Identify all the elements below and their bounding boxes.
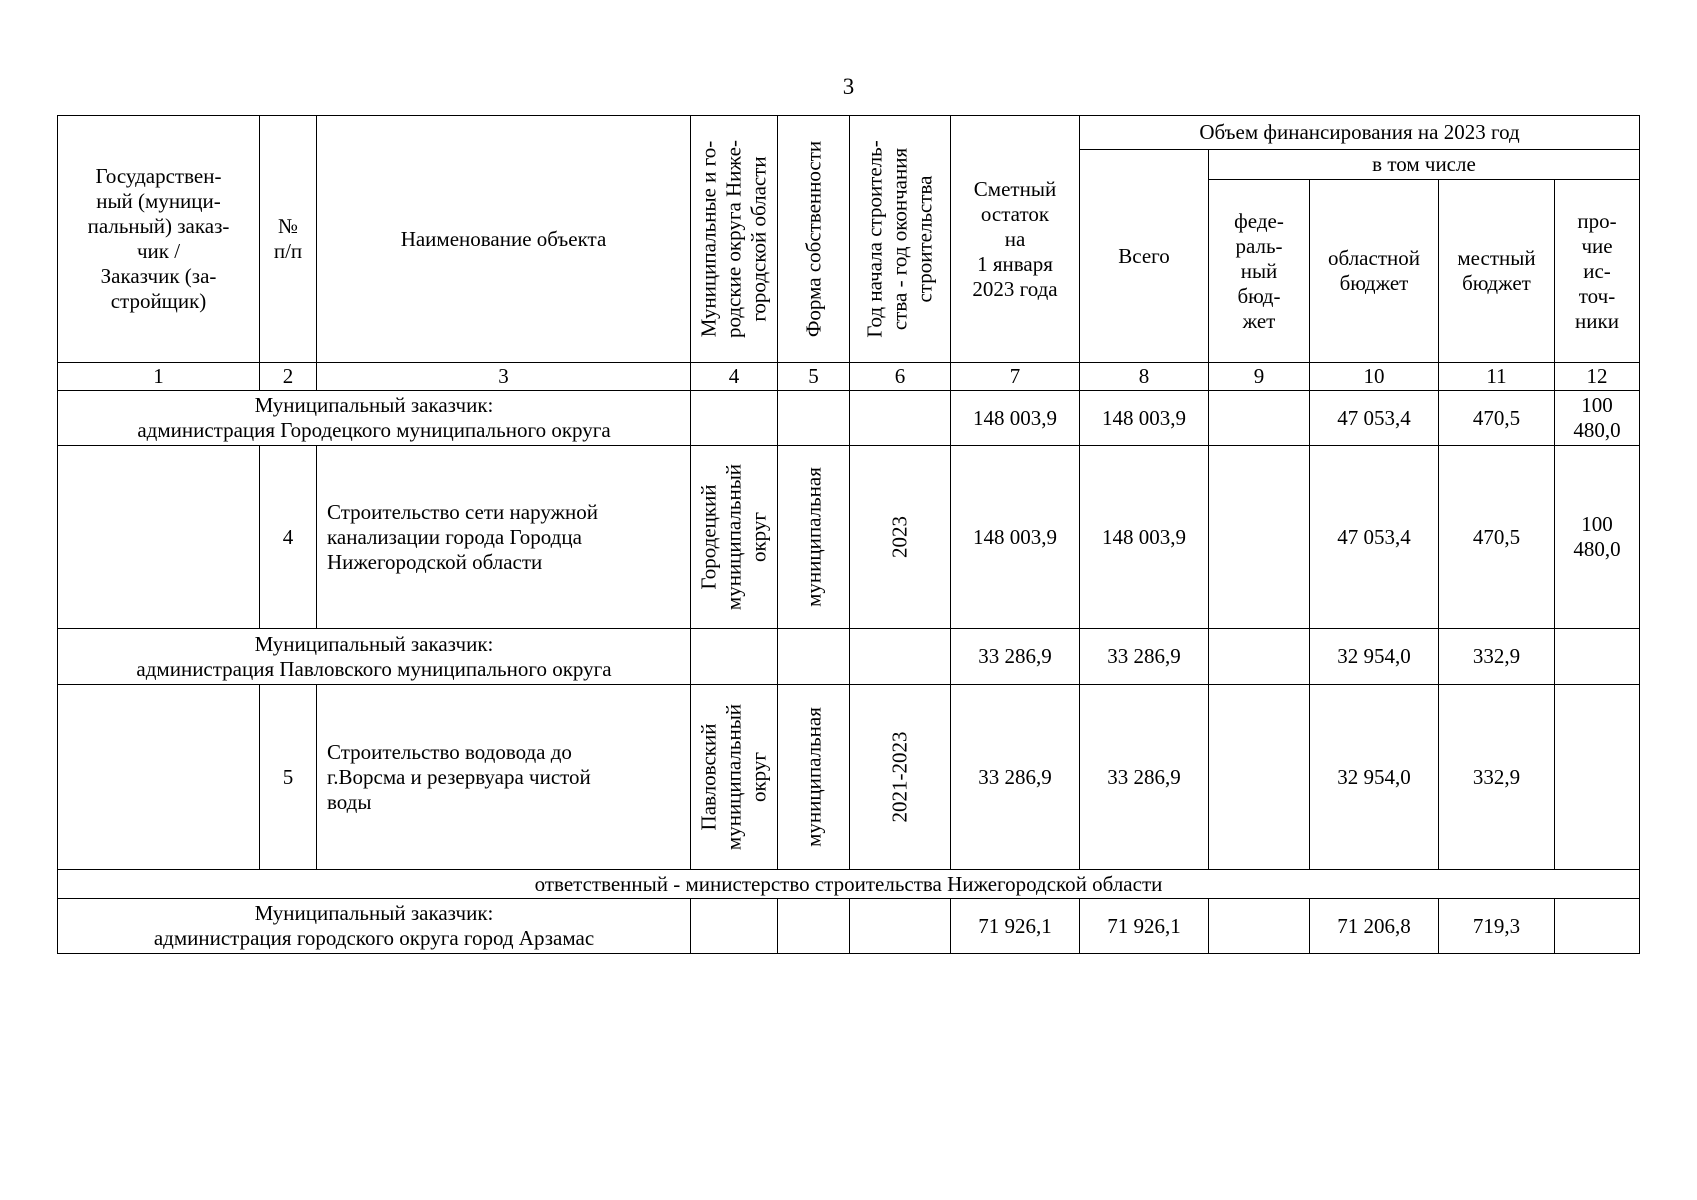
header-number: № п/п bbox=[260, 116, 317, 363]
district-text: Павловский муниципальный округ bbox=[696, 703, 771, 851]
regional-cell: 32 954,0 bbox=[1310, 685, 1439, 870]
header-total: Всего bbox=[1080, 150, 1209, 363]
ownership-text: муниципальная bbox=[801, 467, 825, 607]
regional-cell: 71 206,8 bbox=[1310, 899, 1439, 954]
federal-cell bbox=[1209, 446, 1310, 629]
column-number: 7 bbox=[951, 363, 1080, 391]
estimate-cell: 148 003,9 bbox=[951, 446, 1080, 629]
header-ownership bbox=[778, 116, 850, 363]
header-object-name: Наименование объекта bbox=[317, 116, 691, 363]
other-cell bbox=[1555, 685, 1640, 870]
federal-cell bbox=[1209, 899, 1310, 954]
total-cell: 148 003,9 bbox=[1080, 446, 1209, 629]
column-number: 6 bbox=[850, 363, 951, 391]
district-cell bbox=[691, 899, 778, 954]
object-name: Строительство водовода до г.Ворсма и резервуара чистой воды bbox=[317, 685, 691, 870]
object-number: 5 bbox=[260, 685, 317, 870]
column-number: 9 bbox=[1209, 363, 1310, 391]
customer-row-gorodets bbox=[58, 391, 1640, 446]
column-number: 3 bbox=[317, 363, 691, 391]
years-text: 2023 bbox=[887, 516, 912, 558]
column-numbers-row bbox=[58, 363, 1640, 391]
district-cell bbox=[691, 629, 778, 685]
object-number: 4 bbox=[260, 446, 317, 629]
header-federal: феде- раль- ный бюд- жет bbox=[1209, 180, 1310, 363]
federal-cell bbox=[1209, 629, 1310, 685]
other-cell: 100 480,0 bbox=[1555, 446, 1640, 629]
customer-cell bbox=[58, 685, 260, 870]
customer-label-line2: администрация городского округа город Арзамас bbox=[153, 926, 595, 950]
financing-table bbox=[57, 115, 1640, 954]
customer-label bbox=[58, 899, 691, 954]
column-number: 2 bbox=[260, 363, 317, 391]
responsible-label: ответственный - министерство строительства Нижегородской области bbox=[58, 870, 1640, 899]
district-cell bbox=[691, 446, 778, 629]
years-cell bbox=[850, 391, 951, 446]
customer-label-line1: Муниципальный заказчик: bbox=[254, 901, 494, 925]
regional-cell: 32 954,0 bbox=[1310, 629, 1439, 685]
other-cell bbox=[1555, 629, 1640, 685]
ownership-text: муниципальная bbox=[801, 707, 825, 847]
object-name: Строительство сети наружной канализации города Городца Нижегородской области bbox=[317, 446, 691, 629]
total-cell: 148 003,9 bbox=[1080, 391, 1209, 446]
ownership-cell bbox=[778, 391, 850, 446]
local-cell: 719,3 bbox=[1439, 899, 1555, 954]
estimate-cell: 33 286,9 bbox=[951, 685, 1080, 870]
customer-label-line2: администрация Павловского муниципального округа bbox=[136, 656, 612, 681]
years-cell bbox=[850, 629, 951, 685]
header-district bbox=[691, 116, 778, 363]
ownership-cell bbox=[778, 446, 850, 629]
object-row-5 bbox=[58, 685, 1640, 870]
object-row-4 bbox=[58, 446, 1640, 629]
district-text: Городецкий муниципальный округ bbox=[696, 463, 771, 611]
total-cell: 33 286,9 bbox=[1080, 629, 1209, 685]
column-number: 8 bbox=[1080, 363, 1209, 391]
header-financing: Объем финансирования на 2023 год bbox=[1080, 116, 1640, 150]
column-number: 4 bbox=[691, 363, 778, 391]
header-including: в том числе bbox=[1209, 150, 1640, 180]
responsible-row bbox=[58, 870, 1640, 899]
ownership-cell bbox=[778, 629, 850, 685]
header-ownership-text: Форма собственности bbox=[801, 140, 825, 338]
estimate-cell: 33 286,9 bbox=[951, 629, 1080, 685]
total-cell: 33 286,9 bbox=[1080, 685, 1209, 870]
district-cell bbox=[691, 391, 778, 446]
years-cell bbox=[850, 899, 951, 954]
total-cell: 71 926,1 bbox=[1080, 899, 1209, 954]
customer-row-pavlovo bbox=[58, 629, 1640, 685]
years-cell bbox=[850, 446, 951, 629]
ownership-cell bbox=[778, 899, 850, 954]
customer-label bbox=[58, 391, 691, 446]
header-local: местный бюджет bbox=[1439, 180, 1555, 363]
customer-row-arzamas bbox=[58, 899, 1640, 954]
customer-label bbox=[58, 629, 691, 685]
page-number: 3 bbox=[842, 74, 855, 99]
other-cell bbox=[1555, 899, 1640, 954]
column-number: 12 bbox=[1555, 363, 1640, 391]
header-years-text: Год начала строитель-ства - год окончания строительства bbox=[862, 140, 937, 338]
column-number: 5 bbox=[778, 363, 850, 391]
other-cell: 100 480,0 bbox=[1555, 391, 1640, 446]
header-years bbox=[850, 116, 951, 363]
customer-cell bbox=[58, 446, 260, 629]
regional-cell: 47 053,4 bbox=[1310, 391, 1439, 446]
federal-cell bbox=[1209, 685, 1310, 870]
ownership-cell bbox=[778, 685, 850, 870]
years-text: 2021-2023 bbox=[887, 731, 912, 823]
header-other: про- чие ис- точ- ники bbox=[1555, 180, 1640, 363]
customer-label-line1: Муниципальный заказчик: bbox=[254, 393, 494, 417]
estimate-cell: 148 003,9 bbox=[951, 391, 1080, 446]
header-customer: Государствен- ный (муници- пальный) заказ- чик / Заказчик (за- стройщик) bbox=[58, 116, 260, 363]
estimate-cell: 71 926,1 bbox=[951, 899, 1080, 954]
local-cell: 470,5 bbox=[1439, 446, 1555, 629]
local-cell: 332,9 bbox=[1439, 629, 1555, 685]
column-number: 11 bbox=[1439, 363, 1555, 391]
column-number: 1 bbox=[58, 363, 260, 391]
header-regional: областной бюджет bbox=[1310, 180, 1439, 363]
federal-cell bbox=[1209, 391, 1310, 446]
header-estimate: Сметный остаток на 1 января 2023 года bbox=[951, 116, 1080, 363]
regional-cell: 47 053,4 bbox=[1310, 446, 1439, 629]
customer-label-line1: Муниципальный заказчик: bbox=[254, 631, 494, 656]
district-cell bbox=[691, 685, 778, 870]
customer-label-line2: администрация Городецкого муниципального округа bbox=[137, 418, 611, 442]
years-cell bbox=[850, 685, 951, 870]
header-district-text: Муниципальные и го-родские округа Ниже-городской области bbox=[696, 140, 771, 338]
local-cell: 470,5 bbox=[1439, 391, 1555, 446]
local-cell: 332,9 bbox=[1439, 685, 1555, 870]
column-number: 10 bbox=[1310, 363, 1439, 391]
